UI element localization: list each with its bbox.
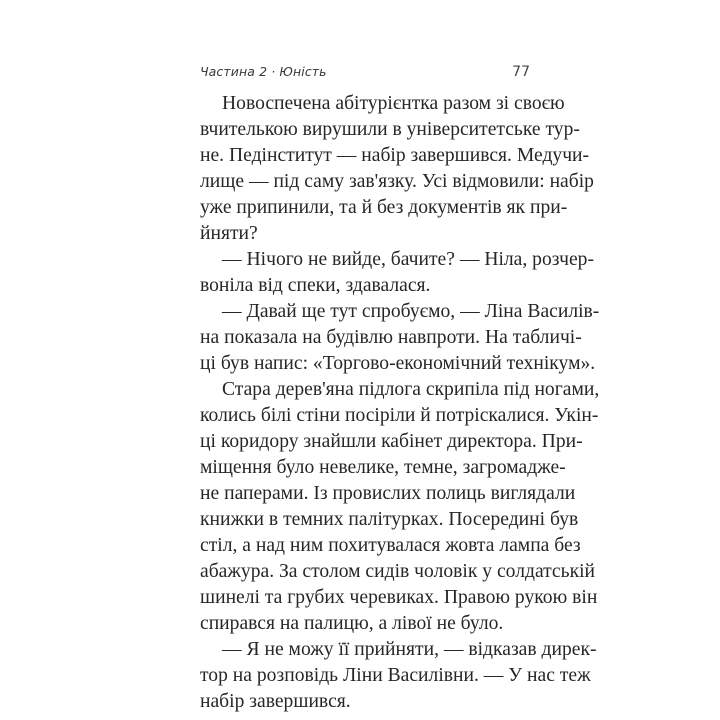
text-line: воніла від спеки, здавалася. xyxy=(200,275,431,296)
text-line: — Нічого не вийде, бачите? — Ніла, розчер- xyxy=(222,249,594,270)
text-line: абажура. За столом сидів чоловік у солдатській xyxy=(200,561,596,582)
text-line: спирався на палицю, а лівої не було. xyxy=(200,613,504,634)
text-line: міщення було невелике, темне, загромадже- xyxy=(200,457,566,478)
text-line: стіл, а над ним похитувалася жовта лампа без xyxy=(200,535,581,556)
text-line: на показала на будівлю навпроти. На табличі- xyxy=(200,327,582,348)
text-line: вчителькою вирушили в університетське тур- xyxy=(200,119,580,140)
running-head: Частина 2 · Юність xyxy=(200,64,327,79)
text-line: не паперами. Із провислих полиць виглядали xyxy=(200,483,576,504)
text-line: колись білі стіни посіріли й потріскалися. Укін- xyxy=(200,405,599,426)
text-line: йняти? xyxy=(200,223,258,244)
page-header xyxy=(200,64,530,84)
text-line: Стара дерев'яна підлога скрипіла під ногами, xyxy=(222,379,600,400)
text-line: ці коридору знайшли кабінет директора. При- xyxy=(200,431,583,452)
text-line: — Давай ще тут спробуємо, — Ліна Василів- xyxy=(222,301,600,322)
page-number: 77 xyxy=(512,64,530,80)
text-line: — Я не можу її прийняти, — відказав дирек- xyxy=(222,639,597,660)
text-line: Новоспечена абітурієнтка разом зі своєю xyxy=(222,93,565,114)
text-line: книжки в темних палітурках. Посередині був xyxy=(200,509,579,530)
text-line: лище — під саму зав'язку. Усі відмовили: набір xyxy=(200,171,594,192)
text-line: уже припинили, та й без документів як при- xyxy=(200,197,568,218)
text-line: шинелі та грубих черевиках. Правою рукою він xyxy=(200,587,598,608)
text-line: не. Педінститут — набір завершився. Медучи- xyxy=(200,145,590,166)
text-line: набір завершився. xyxy=(200,691,351,712)
body-text xyxy=(200,91,600,715)
text-line: ці був напис: «Торгово-економічний технікум». xyxy=(200,353,596,374)
text-line: тор на розповідь Ліни Василівни. — У нас теж xyxy=(200,665,591,686)
